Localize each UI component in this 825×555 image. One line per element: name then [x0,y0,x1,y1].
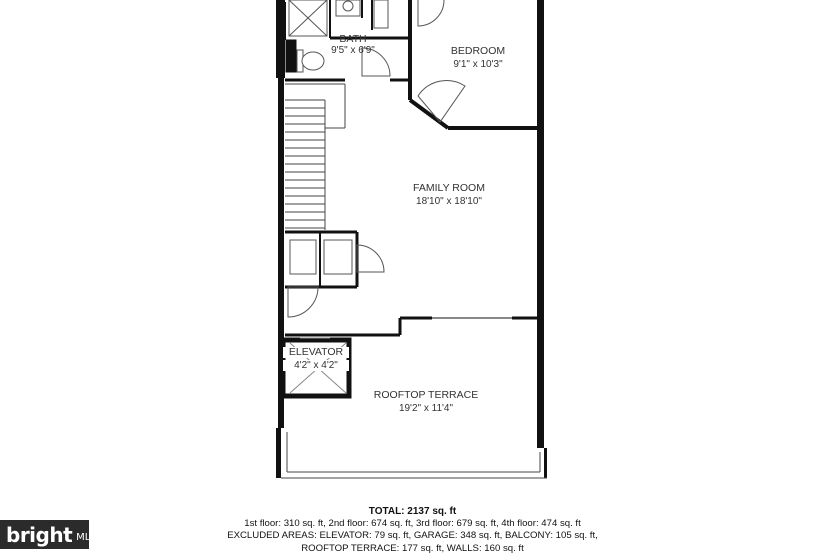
terrace-outline [281,432,547,478]
stair-treads [285,100,325,228]
interior-walls [285,232,540,335]
bath-label: BATH [339,33,367,45]
brightmls-logo [0,520,97,549]
excluded-areas-cont: ROOFTOP TERRACE: 177 sq. ft, WALLS: 160 sq. ft [301,542,524,554]
closet-fixtures [288,240,384,317]
bedroom-dims: 9'1" x 10'3" [453,59,503,70]
area-totals [180,506,645,555]
family-room-dims: 18'10" x 18'10" [416,196,482,207]
floor-areas: 1st floor: 310 sq. ft, 2nd floor: 674 sq. ft, 3rd floor: 679 sq. ft, 4th floor: 474 sq. ft [244,518,581,530]
rooftop-terrace-label: ROOFTOP TERRACE [373,389,479,401]
elevator-dims: 4'2" x 4'2" [283,360,349,371]
logo-suffix: MLS [76,532,97,543]
staircase [285,84,345,230]
logo-mark: bright [6,522,73,547]
excluded-areas: EXCLUDED AREAS: ELEVATOR: 79 sq. ft, GARAGE: 348 sq. ft, BALCONY: 105 sq. ft, [227,530,598,542]
elevator-label: ELEVATOR [283,347,349,358]
family-room-label: FAMILY ROOM [413,182,485,194]
total-area: TOTAL: 2137 sq. ft [368,506,457,517]
rooftop-terrace-dims: 19'2" x 11'4" [398,403,454,414]
bedroom-label: BEDROOM [450,45,506,57]
bath-dims: 9'5" x 6'9" [331,45,375,56]
